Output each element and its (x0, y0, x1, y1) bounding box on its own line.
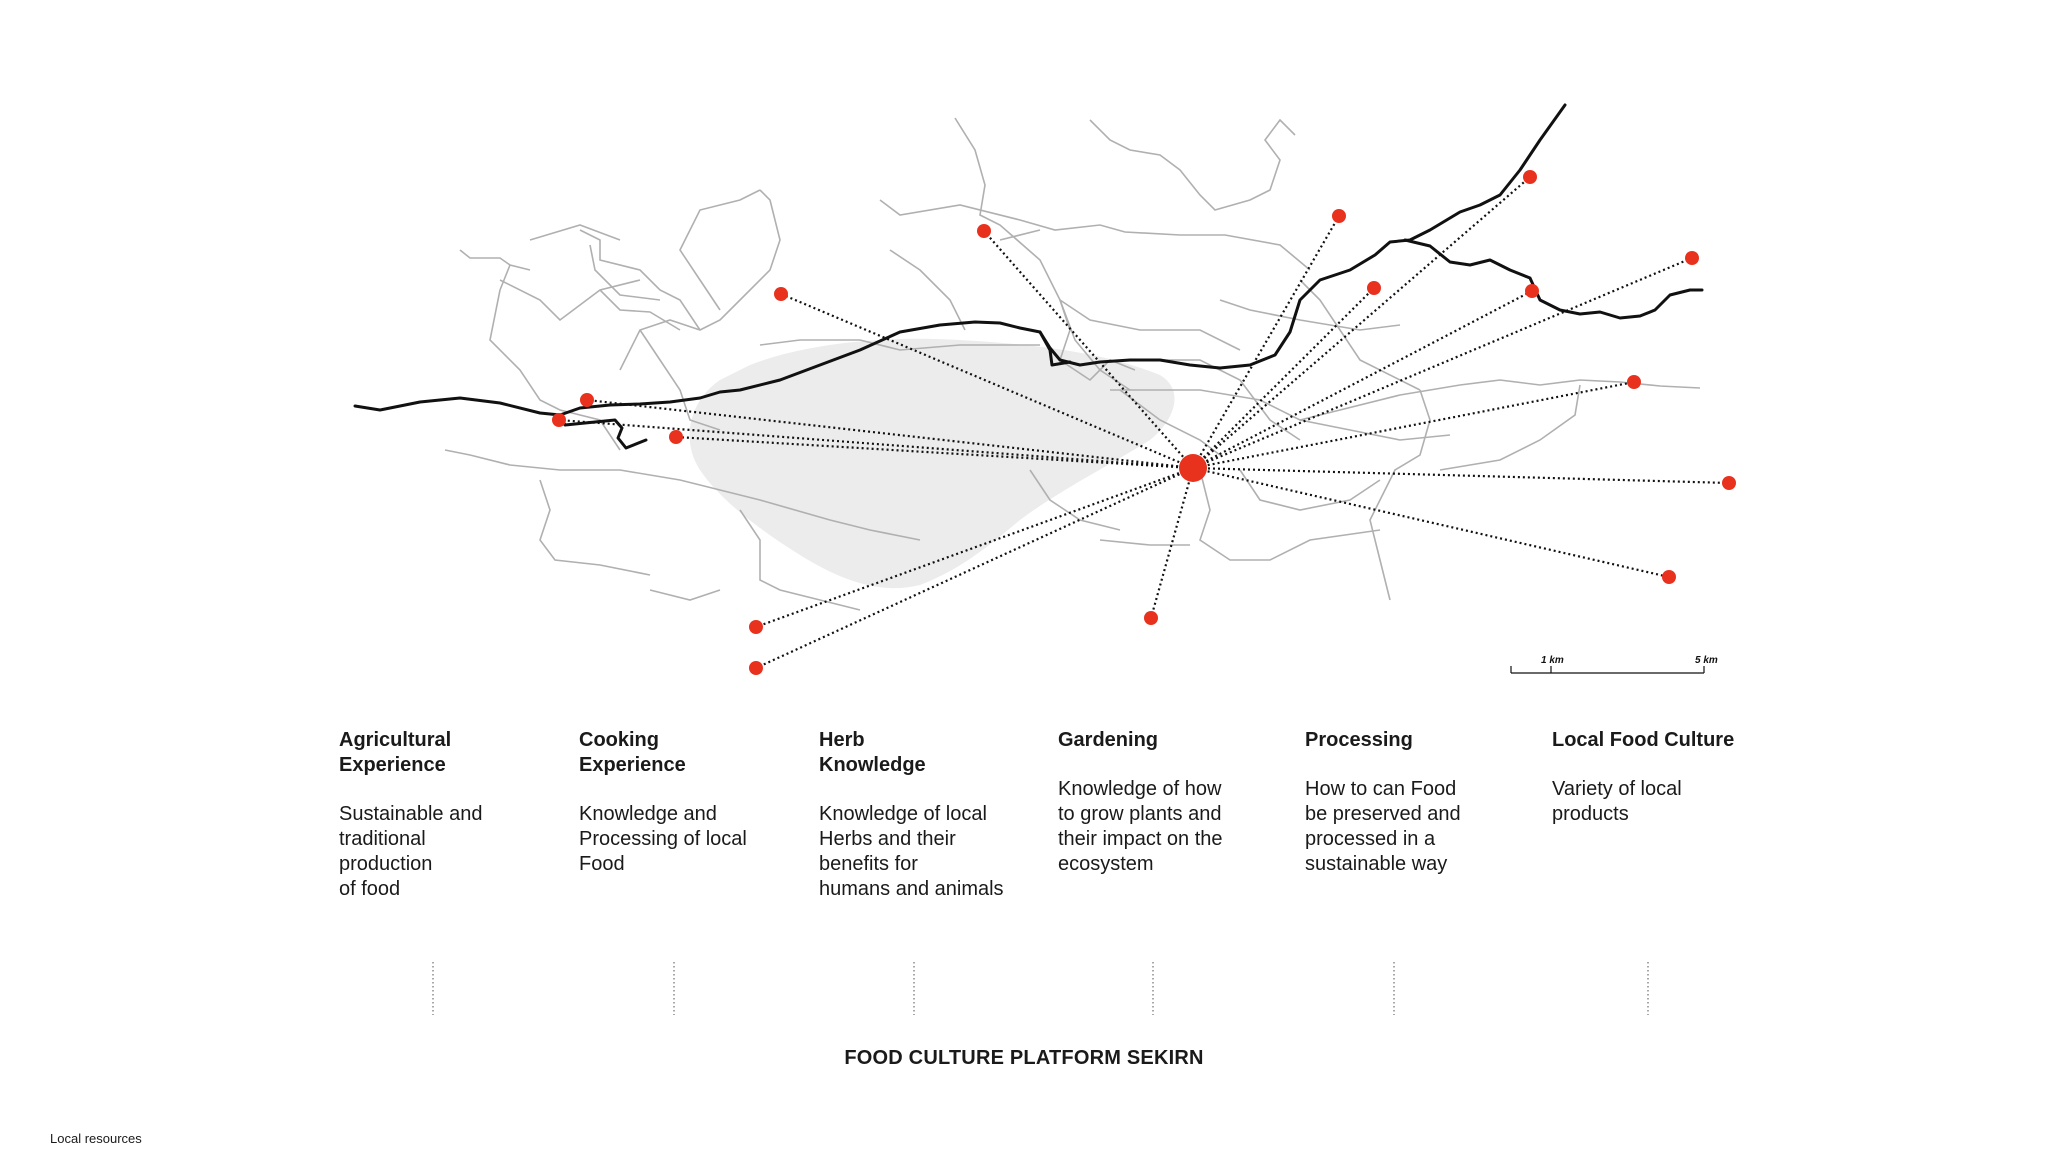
resource-point (1685, 251, 1699, 265)
resource-point (749, 620, 763, 634)
footer-caption: Local resources (50, 1131, 142, 1146)
hub-point (1179, 454, 1207, 482)
resource-point (749, 661, 763, 675)
resource-point (774, 287, 788, 301)
category-title: Agricultural Experience (339, 729, 452, 776)
resource-point (580, 393, 594, 407)
scale-label-1km: 1 km (1541, 655, 1564, 666)
resource-point (1367, 281, 1381, 295)
category-cooking-experience (579, 728, 799, 877)
resource-point (1144, 611, 1158, 625)
category-bracket (0, 955, 2048, 1015)
resource-point (1662, 570, 1676, 584)
connection-line (1193, 468, 1729, 483)
connection-line (1193, 382, 1634, 468)
connection-line (1193, 177, 1530, 468)
resource-point (977, 224, 991, 238)
resource-point (669, 430, 683, 444)
platform-title: FOOD CULTURE PLATFORM SEKIRN (844, 1047, 1204, 1069)
connection-line (1193, 288, 1374, 468)
resource-point (1523, 170, 1537, 184)
resource-point (1332, 209, 1346, 223)
resource-point (1525, 284, 1539, 298)
category-processing (1305, 728, 1525, 877)
connection-line (1193, 216, 1339, 468)
category-title: Herb Knowledge (819, 729, 926, 776)
category-agricultural-experience (339, 728, 559, 902)
category-local-food-culture (1552, 728, 1772, 827)
category-title: Cooking Experience (579, 729, 686, 776)
scale-bar (1511, 655, 1718, 673)
category-description: Variety of local products (1552, 778, 1682, 825)
category-herb-knowledge (819, 728, 1039, 902)
category-title: Processing (1305, 729, 1413, 751)
category-description: Knowledge of how to grow plants and their impact on the ecosystem (1058, 778, 1223, 875)
category-title: Local Food Culture (1552, 729, 1735, 751)
scale-label-5km: 5 km (1695, 655, 1718, 666)
category-gardening (1058, 728, 1278, 877)
category-title: Gardening (1058, 729, 1159, 751)
resource-point (552, 413, 566, 427)
resource-point (1722, 476, 1736, 490)
connection-line (1151, 468, 1193, 618)
category-description: Knowledge and Processing of local Food (579, 803, 747, 875)
resource-point (1627, 375, 1641, 389)
category-description: Sustainable and traditional production of food (339, 803, 483, 900)
category-description: Knowledge of local Herbs and their benefits for humans and animals (819, 803, 1004, 900)
connection-line (1193, 291, 1532, 468)
category-description: How to can Food be preserved and processed in a sustainable way (1305, 778, 1461, 875)
